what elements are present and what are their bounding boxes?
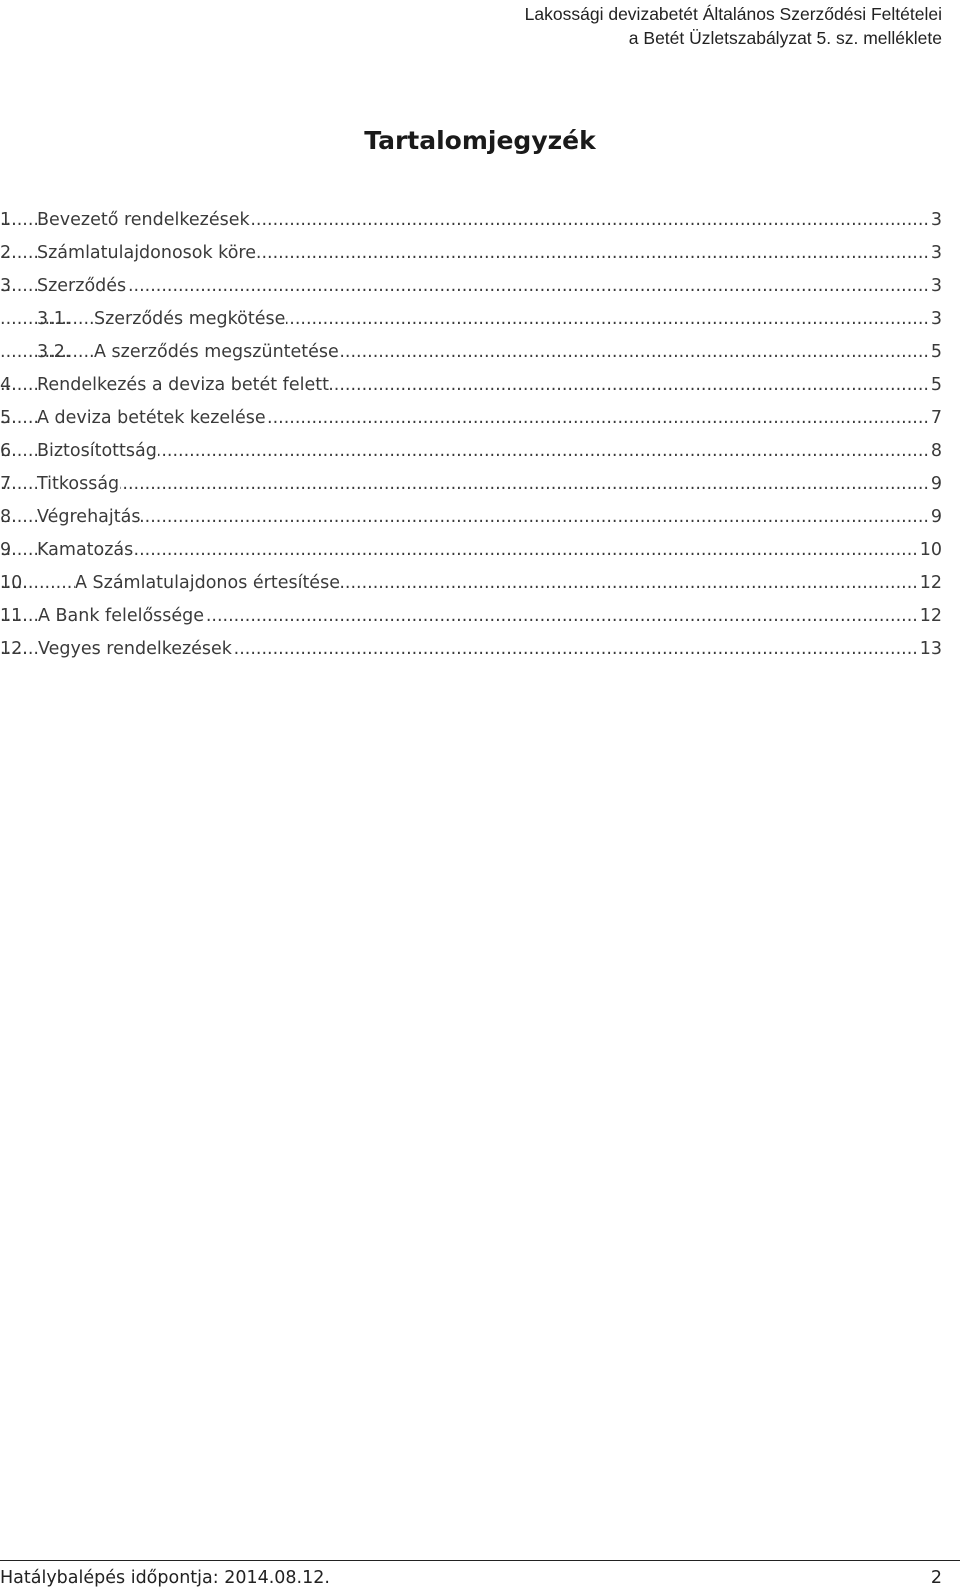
toc-entry-label: Számlatulajdonosok köre <box>37 237 257 270</box>
toc-entry-label: Kamatozás <box>37 534 134 567</box>
toc-entry-label: Biztosítottság <box>37 435 158 468</box>
toc-entry-number: 3. <box>0 276 17 296</box>
toc-entry-number: 5. <box>0 408 17 428</box>
toc-entry-label: Titkosság <box>37 468 120 501</box>
toc-entry[interactable] <box>0 336 960 369</box>
toc-entry-label: Vegyes rendelkezések <box>38 633 233 666</box>
toc-entry[interactable] <box>0 468 960 501</box>
toc-entry[interactable] <box>0 633 960 666</box>
toc-entry-label: Bevezető rendelkezések <box>37 204 251 237</box>
toc-entry-page: 3 <box>930 237 942 270</box>
page-number: 2 <box>930 1568 942 1588</box>
leader-dots <box>0 468 942 501</box>
toc-entry[interactable] <box>0 369 960 402</box>
toc-entry-page: 8 <box>930 435 942 468</box>
toc-entry[interactable] <box>0 402 960 435</box>
toc-entry-label: Szerződés megkötése <box>94 303 286 336</box>
toc-entry-page: 5 <box>930 369 942 402</box>
toc-entry-number: 7. <box>0 474 17 494</box>
leader-dots <box>0 270 942 303</box>
leader-dots <box>0 534 942 567</box>
toc-entry-page: 10 <box>919 534 942 567</box>
toc-entry-page: 5 <box>930 336 942 369</box>
toc-entry-label: A Számlatulajdonos értesítése <box>75 567 341 600</box>
toc-entry-label: A deviza betétek kezelése <box>37 402 267 435</box>
toc-entry[interactable] <box>0 270 960 303</box>
toc-entry-number: 8. <box>0 507 17 527</box>
toc-entry-label: Szerződés <box>37 270 127 303</box>
toc-entry-number: 3.1. <box>37 309 71 329</box>
toc-entry-page: 9 <box>930 468 942 501</box>
toc-entry-number: 11. <box>0 606 28 626</box>
page-footer <box>0 1560 960 1591</box>
toc-entry-page: 3 <box>930 204 942 237</box>
toc-entry-number: 12. <box>0 639 28 659</box>
toc-entry-page: 12 <box>919 567 942 600</box>
table-of-contents <box>0 204 960 666</box>
toc-entry[interactable] <box>0 567 960 600</box>
toc-entry[interactable] <box>0 600 960 633</box>
toc-entry-number: 10. <box>0 573 28 593</box>
toc-entry-page: 3 <box>930 270 942 303</box>
toc-entry[interactable] <box>0 435 960 468</box>
toc-entry-page: 3 <box>930 303 942 336</box>
toc-entry-label: A Bank felelőssége <box>38 600 205 633</box>
toc-entry-number: 9. <box>0 540 17 560</box>
toc-entry-number: 6. <box>0 441 17 461</box>
header-line-2: a Betét Üzletszabályzat 5. sz. melléklete <box>628 28 942 48</box>
toc-entry-page: 7 <box>930 402 942 435</box>
toc-entry[interactable] <box>0 534 960 567</box>
toc-entry-number: 4. <box>0 375 17 395</box>
toc-entry-page: 13 <box>919 633 942 666</box>
toc-entry[interactable] <box>0 501 960 534</box>
toc-entry-label: A szerződés megszüntetése <box>94 336 340 369</box>
toc-entry-label: Rendelkezés a deviza betét felett <box>37 369 330 402</box>
toc-title: Tartalomjegyzék <box>364 126 596 155</box>
toc-entry[interactable] <box>0 204 960 237</box>
toc-entry[interactable] <box>0 237 960 270</box>
effective-date: Hatálybalépés időpontja: 2014.08.12. <box>0 1568 330 1588</box>
toc-entry-number: 1. <box>0 210 17 230</box>
toc-entry-number: 3.2. <box>37 342 71 362</box>
toc-entry-number: 2. <box>0 243 17 263</box>
page-header <box>525 2 942 50</box>
toc-entry[interactable] <box>0 303 960 336</box>
header-line-1: Lakossági devizabetét Általános Szerződési Feltételei <box>524 4 942 24</box>
toc-entry-page: 9 <box>930 501 942 534</box>
toc-entry-label: Végrehajtás <box>37 501 141 534</box>
toc-entry-page: 12 <box>919 600 942 633</box>
